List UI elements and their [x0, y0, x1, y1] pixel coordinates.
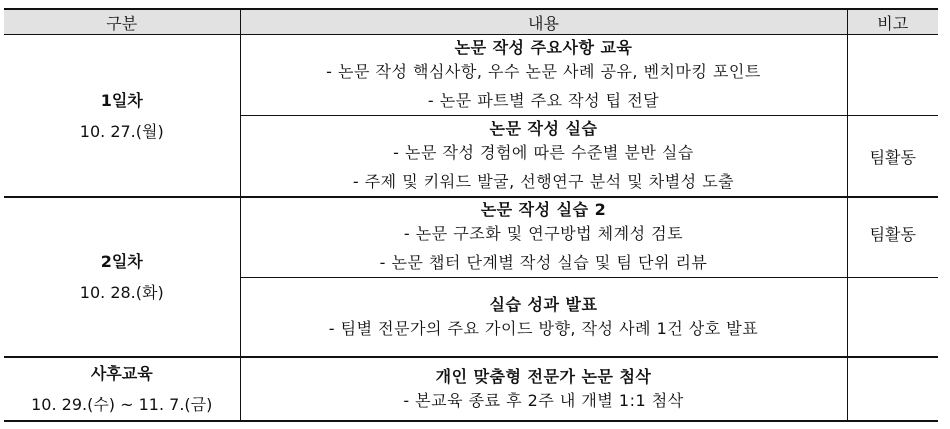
day1-label: 1일차: [100, 90, 143, 110]
header-note: 비고: [847, 9, 938, 35]
day2-block2-line1: - 팀별 전문가의 주요 가이드 방향, 작성 사례 1건 상호 발표: [328, 318, 759, 338]
day2-row-1: [4, 197, 938, 277]
day2-block1: [240, 197, 847, 277]
post-row: [4, 357, 938, 421]
day1-block2: [240, 116, 847, 198]
day1-date: 10. 27.(월): [79, 121, 164, 141]
day1-block1-line1: - 논문 작성 핵심사항, 우수 논문 사례 공유, 벤치마킹 포인트: [326, 62, 761, 81]
day2-label-cell: [4, 197, 240, 357]
day1-block2-note: 팀활동: [847, 116, 938, 198]
day2-block1-line2: - 논문 챕터 단계별 작성 실습 및 팀 단위 리뷰: [379, 253, 708, 273]
header-row: [4, 9, 938, 35]
schedule-table: [4, 8, 938, 422]
day1-label-cell: [4, 35, 240, 198]
day1-block1-line2: - 논문 파트별 주요 작성 팁 전달: [427, 91, 660, 110]
post-note: [847, 357, 938, 421]
day2-block2: [240, 277, 847, 357]
day1-block2-line1: - 논문 작성 경험에 따른 수준별 분반 실습: [393, 143, 694, 162]
header-category: 구분: [4, 9, 240, 35]
day2-block1-note: 팀활동: [847, 197, 938, 277]
post-label-cell: [4, 357, 240, 421]
day1-row-1: [4, 35, 938, 116]
post-date: 10. 29.(수) ~ 11. 7.(금): [31, 395, 213, 414]
day2-block1-line1: - 논문 구조화 및 연구방법 체계성 검토: [403, 224, 684, 244]
post-line1: - 본교육 종료 후 2주 내 개별 1:1 첨삭: [403, 391, 684, 410]
schedule-table-wrapper: [4, 8, 938, 422]
day2-date: 10. 28.(화): [79, 283, 164, 302]
day1-block1-note: [847, 35, 938, 116]
post-title: 개인 맞춤형 전문가 논문 첨삭: [435, 367, 652, 386]
day1-block1: [240, 35, 847, 116]
day1-block2-title: 논문 작성 실습: [489, 119, 598, 138]
day2-block2-note: [847, 277, 938, 357]
day1-block1-title: 논문 작성 주요사항 교육: [454, 38, 633, 57]
day1-block2-line2: - 주제 및 키워드 발굴, 선행연구 분석 및 차별성 도출: [352, 172, 735, 191]
day2-block2-title: 실습 성과 발표: [489, 294, 598, 314]
post-label: 사후교육: [90, 364, 153, 383]
day2-block1-title: 논문 작성 실습 2: [480, 200, 607, 220]
header-content: 내용: [240, 9, 847, 35]
post-block: [240, 357, 847, 421]
day2-label: 2일차: [100, 252, 143, 271]
